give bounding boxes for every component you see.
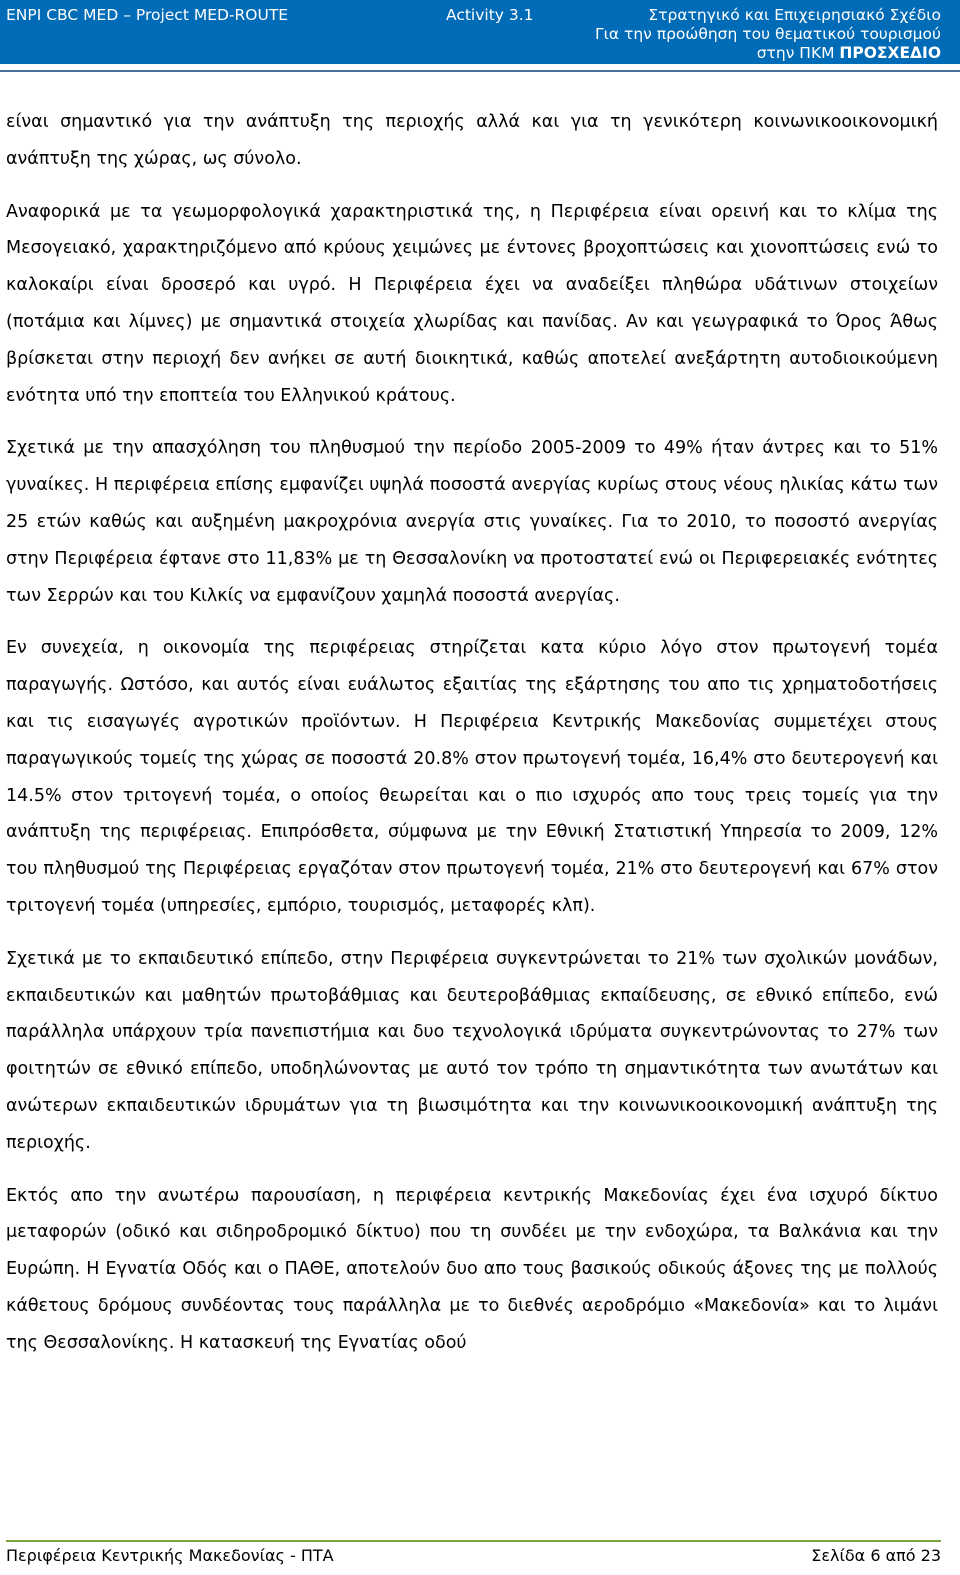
paragraph: Αναφορικά με τα γεωμορφολογικά χαρακτηριστικά της, η Περιφέρεια είναι ορεινή και το κλίμα της Μεσογειακό, χαρακτηριζόμενο από κρύους χειμώνες με έντονες βροχοπτώσεις και χιονοπτώσεις ενώ το καλοκαίρι είναι δροσερό και υγρό. Η Περιφέρεια έχει να αναδείξει πληθώρα υδάτινων στοιχείων (ποτάμια και λίμνες) με σημαντικά στοιχεία χλωρίδας και πανίδας. Αν και γεωγραφικά το Όρος Άθως βρίσκεται στην περιοχή δεν ανήκει σε αυτή διοικητικά, καθώς αποτελεί ανεξάρτητη αυτοδιοικούμενη ενότητα υπό την εποπτεία του Ελληνικού κράτους. xyxy=(6,201,938,406)
paragraph: Εκτός απο την ανωτέρω παρουσίαση, η περιφέρεια κεντρικής Μακεδονίας έχει ένα ισχυρό δίκτυο μεταφορών (οδικό και σιδηροδρομικό δίκτυο) που τη συνδέει με την ενδοχώρα, τα Βαλκάνια και την Ευρώπη. Η Εγνατία Οδός και ο ΠΑΘΕ, αποτελούν δυο απο τους βασικούς οδικούς άξονες της με πολλούς κάθετους δρόμους συνδέοντας τους παράλληλα με το διεθνές αεροδρόμιο «Μακεδονία» και το λιμάνι της Θεσσαλονίκης. Η κατασκευή της Εγνατίας οδού xyxy=(6,1185,938,1353)
paragraph: Σχετικά με την απασχόληση του πληθυσμού την περίοδο 2005-2009 το 49% ήταν άντρες και το 51% γυναίκες. Η περιφέρεια επίσης εμφανίζει υψηλά ποσοστά ανεργίας κυρίως στους νέους ηλικίας κάτω των 25 ετών καθώς και αυξημένη μακροχρόνια ανεργία στις γυναίκες. Για το 2010, το ποσοστό ανεργίας στην Περιφέρεια έφτανε στο 11,83% με τη Θεσσαλονίκη να προτοστατεί ενώ οι Περιφερειακές ενότητες των Σερρών και του Κιλκίς να εμφανίζουν χαμηλά ποσοστά ανεργίας. xyxy=(6,438,938,606)
header-band xyxy=(0,0,960,64)
header-draft-label: ΠΡΟΣΧΕΔΙΟ xyxy=(839,44,941,62)
header-activity: Activity 3.1 xyxy=(446,6,534,24)
header-divider xyxy=(0,70,960,72)
paragraph: είναι σημαντικό για την ανάπτυξη της περιοχής αλλά και για τη γενικότερη κοινωνικοοικονομική ανάπτυξη της χώρας, ως σύνολο. xyxy=(6,112,938,169)
footer-region: Περιφέρεια Κεντρικής Μακεδονίας - ΠΤΑ xyxy=(6,1546,334,1565)
document-body xyxy=(6,104,938,1378)
paragraph: Εν συνεχεία, η οικονομία της περιφέρειας στηρίζεται κατα κύριο λόγο στον πρωτογενή τομέα παραγωγής. Ωστόσο, και αυτός είναι ευάλωτος εξαιτίας της εξάρτησης του απο τις χρηματοδοτήσεις και τις εισαγωγές αγροτικών προϊόντων. Η Περιφέρεια Κεντρικής Μακεδονίας συμμετέχει στους παραγωγικούς τομείς της χώρας σε ποσοστά 20.8% στον πρωτογενή τομέα, 16,4% στο δευτερογενή και 14.5% στον τριτογενή τομέα, ο οποίος θεωρείται και ο πιο ισχυρός απο τους τρεις τομείς για την ανάπτυξη της περιφέρειας. Επιπρόσθετα, σύμφωνα με την Εθνική Στατιστική Υπηρεσία το 2009, 12% του πληθυσμού της Περιφέρειας εργαζόταν στον πρωτογενή τομέα, 21% στο δευτερογενή και 67% στον τριτογενή τομέα (υπηρεσίες, εμπόριο, τουρισμός, μεταφορές κλπ). xyxy=(6,638,938,916)
header-plan-subtitle: Για την προώθηση του θεματικού τουρισμού xyxy=(594,25,941,43)
header-project-title: ENPI CBC MED – Project MED-ROUTE xyxy=(6,6,289,24)
paragraph: Σχετικά με το εκπαιδευτικό επίπεδο, στην Περιφέρεια συγκεντρώνεται το 21% των σχολικών μονάδων, εκπαιδευτικών και μαθητών πρωτοβάθμιας και δευτεροβάθμιας εκπαίδευσης, σε εθνικό επίπεδο, ενώ παράλληλα υπάρχουν τρία πανεπιστήμια και δυο τεχνολογικά ιδρύματα συγκεντρώνοντας το 27% των φοιτητών σε εθνικό επίπεδο, υποδηλώνοντας με αυτό τον τρόπο τη σημαντικότητα των ανωτάτων και ανώτερων εκπαιδευτικών ιδρυμάτων για τη βιωσιμότητα και την κοινωνικοοικονομική ανάπτυξη της περιοχής. xyxy=(6,948,938,1153)
page-header xyxy=(0,0,960,72)
page-number: Σελίδα 6 από 23 xyxy=(811,1546,941,1565)
header-region-label: στην ΠΚΜ xyxy=(756,44,835,62)
header-plan-region xyxy=(757,44,941,62)
header-plan-title: Στρατηγικό και Επιχειρησιακό Σχέδιο xyxy=(648,6,941,24)
footer-divider xyxy=(6,1540,941,1542)
